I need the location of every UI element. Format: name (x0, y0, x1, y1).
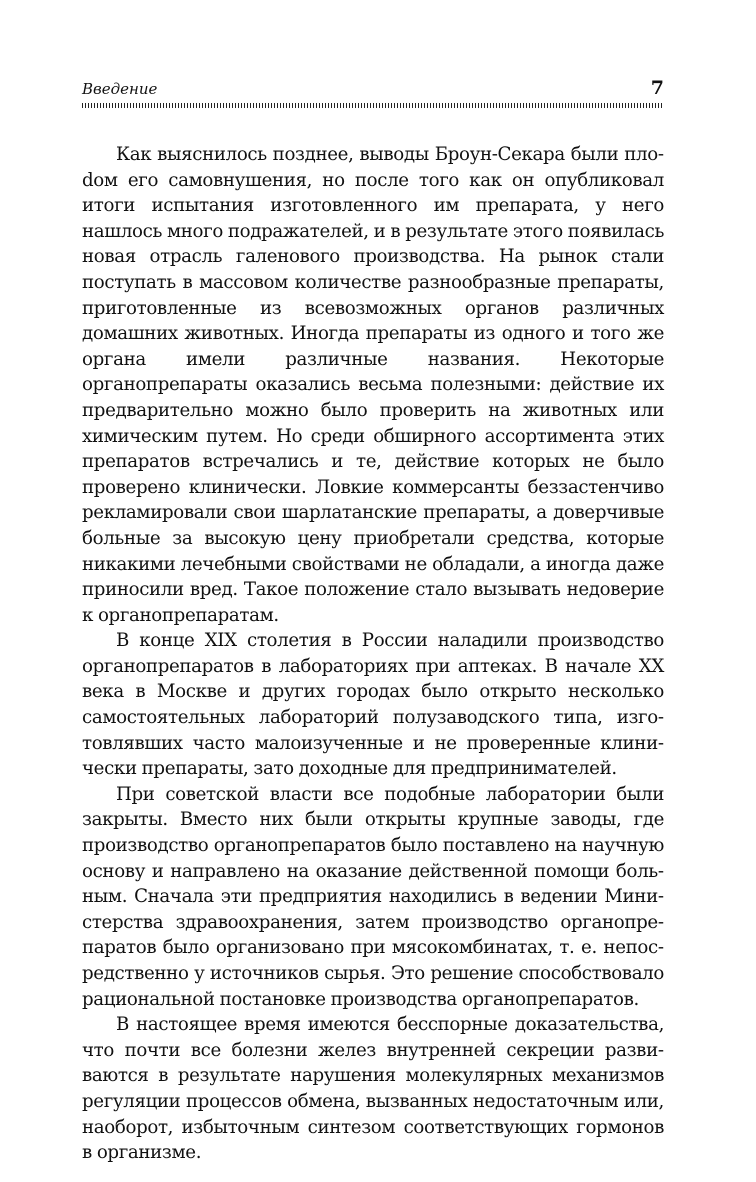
paragraph: При советской власти все подобные лаборатории были закрыты. Вместо них были открыты крупные заводы, где производство органопрепаратов было поставлено на научную основу и направлено на оказание действенной помощи больным. Сначала эти предприятия находились в ведении Министерства здравоохранения, затем производство органопрепаратов было организовано при мясокомбинатах, т. е. непосредственно у источников сырья. Это решение способствовало рациональной постановке производства органопрепаратов. (82, 783, 664, 1010)
header-rule (82, 103, 664, 108)
page-number: 7 (650, 77, 664, 99)
paragraph: Как выяснилось позднее, выводы Броун-Секара были плоdом его самовнушения, но после того как он опубликовал итоги испытания изготовленного им препарата, у него нашлось много подражателей, и в результате этого появилась новая отрасль галенового производства. На рынок стали поступать в массовом количестве разнообразные препараты, приготовленные из всевозможных органов различных домашних животных. Иногда препараты из одного и того же органа имели различные названия. Некоторые органопрепараты оказались весьма полезными: действие их предварительно можно было проверить на животных или химическим путем. Но среди обширного ассортимента этих препаратов встречались и те, действие которых не было проверено клинически. Ловкие коммерсанты беззастенчиво рекламировали свои шарлатанские препараты, а доверчивые больные за высокую цену приобретали средства, которые никакими лечебными свойствами не обладали, а иногда даже приносили вред. Такое положение стало вызывать недоверие к органопрепаратам. (82, 144, 664, 626)
body-text (82, 142, 664, 1166)
book-page (82, 0, 664, 1182)
section-title: Введение (82, 80, 158, 98)
running-head (82, 78, 664, 100)
paragraph: В настоящее время имеются бесспорные доказательства, что почти все болезни желез внутренней секреции развиваются в результате нарушения молекулярных механизмов регуляции процессов обмена, вызванных недостаточным или, наоборот, избыточным синтезом соответствующих гормонов в организме. (82, 1014, 664, 1164)
paragraph: В конце XIX столетия в России наладили производство органопрепаратов в лабораториях при аптеках. В начале XX века в Москве и других городах было открыто несколько самостоятельных лабораторий полузаводского типа, изготовлявших часто малоизученные и не проверенные клинически препараты, зато доходные для предпринимателей. (82, 630, 664, 780)
